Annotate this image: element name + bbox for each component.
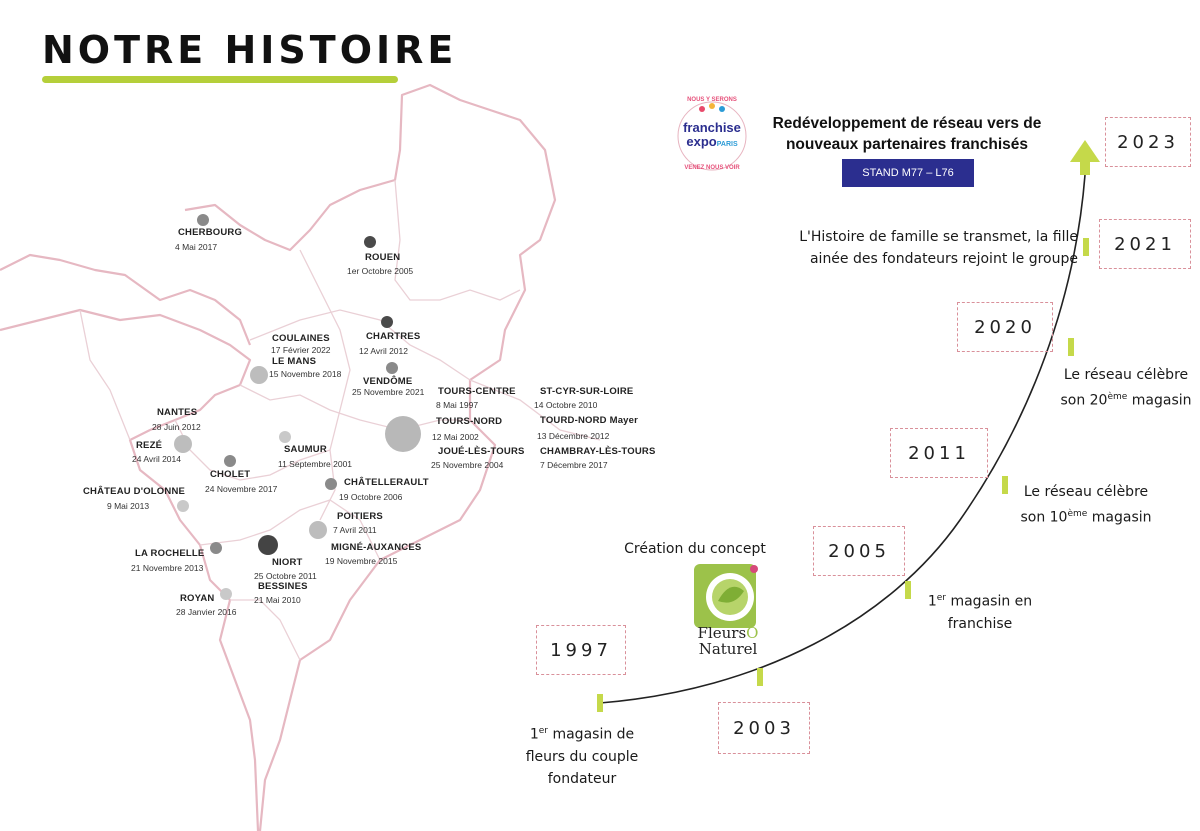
map-pin bbox=[386, 362, 398, 374]
city-name: CHARTRES bbox=[366, 331, 421, 342]
event-2011 bbox=[1006, 481, 1166, 529]
city-name: TOURS-NORD bbox=[436, 416, 503, 427]
expo-city: PARIS bbox=[716, 141, 738, 148]
city-date: 14 Octobre 2010 bbox=[534, 400, 598, 410]
year-box-2005: 2005 bbox=[813, 526, 905, 576]
city-name: VENDÔME bbox=[363, 376, 413, 387]
city-name: ST-CYR-SUR-LOIRE bbox=[540, 386, 634, 397]
event-text: 1 bbox=[927, 593, 937, 610]
event-text: fondateur bbox=[547, 770, 617, 787]
city-date: 4 Mai 2017 bbox=[175, 242, 218, 252]
event-text: Le réseau célèbre bbox=[1023, 484, 1149, 500]
year-box-2021: 2021 bbox=[1099, 219, 1191, 269]
page-title: NOTRE HISTOIRE bbox=[42, 28, 458, 72]
city-name: CHOLET bbox=[210, 469, 251, 480]
city-name: ROUEN bbox=[365, 252, 401, 263]
event-sup: ème bbox=[1107, 392, 1128, 402]
map-pin bbox=[220, 588, 232, 600]
city-date: 28 Janvier 2016 bbox=[176, 607, 237, 617]
city-date: 15 Novembre 2018 bbox=[269, 369, 342, 379]
event-text: son 20 bbox=[1060, 392, 1108, 409]
map-pin bbox=[279, 431, 291, 443]
expo-headline bbox=[740, 113, 1074, 155]
city-name: POITIERS bbox=[337, 511, 383, 522]
map-brittany bbox=[0, 255, 250, 345]
expo-headline-line: Redéveloppement de réseau vers de bbox=[772, 115, 1042, 132]
logo-o: Ô bbox=[746, 624, 759, 642]
map-pin-tours bbox=[385, 416, 421, 452]
expo-bottom-text: VENEZ NOUS VOIR bbox=[684, 165, 740, 171]
concept-label: Création du concept bbox=[624, 541, 766, 557]
event-sup: er bbox=[538, 726, 549, 736]
event-2020 bbox=[1052, 364, 1200, 412]
fleurs-naturel-logo bbox=[690, 561, 766, 659]
event-text: ainée des fondateurs rejoint le groupe bbox=[809, 251, 1078, 267]
map-pin bbox=[177, 500, 189, 512]
event-text: franchise bbox=[947, 615, 1013, 632]
city-date: 24 Avril 2014 bbox=[132, 454, 181, 464]
year-box-2020: 2020 bbox=[957, 302, 1053, 352]
event-text: fleurs du couple bbox=[525, 748, 639, 765]
expo-word: franchise bbox=[683, 120, 741, 135]
city-date: 11 Septembre 2001 bbox=[278, 459, 353, 469]
year-box-2003: 2003 bbox=[718, 702, 810, 754]
event-sup: ème bbox=[1067, 509, 1088, 519]
map-pin bbox=[224, 455, 236, 467]
expo-top-text: NOUS Y SERONS bbox=[687, 97, 737, 103]
event-text: magasin en bbox=[946, 593, 1033, 610]
city-date: 17 Février 2022 bbox=[271, 345, 331, 355]
event-1997 bbox=[502, 720, 662, 790]
city-name: LA ROCHELLE bbox=[135, 548, 205, 559]
expo-headline-line: nouveaux partenaires franchisés bbox=[785, 136, 1029, 153]
map-border-8 bbox=[80, 310, 130, 440]
city-date: 19 Octobre 2006 bbox=[339, 492, 403, 502]
city-date: 12 Mai 2002 bbox=[432, 432, 479, 442]
event-text: magasin bbox=[1127, 392, 1192, 409]
map-coastline bbox=[185, 85, 555, 831]
event-text: son 10 bbox=[1020, 509, 1068, 526]
map-pin bbox=[325, 478, 337, 490]
city-name: LE MANS bbox=[272, 356, 317, 367]
city-date: 12 Avril 2012 bbox=[359, 346, 408, 356]
event-text: 1 bbox=[529, 726, 539, 743]
city-date: 21 Novembre 2013 bbox=[131, 563, 204, 573]
map-pin bbox=[250, 366, 268, 384]
city-date: 28 Juin 2012 bbox=[152, 422, 201, 432]
city-name: CHAMBRAY-LÈS-TOURS bbox=[540, 446, 656, 457]
map-west-coast bbox=[0, 310, 258, 831]
event-text: magasin de bbox=[548, 726, 635, 743]
logo-word: Fleurs bbox=[697, 624, 747, 642]
map-border-7 bbox=[230, 600, 300, 660]
city-name: REZÉ bbox=[136, 440, 163, 451]
map-pin bbox=[197, 214, 209, 226]
city-name: JOUÉ-LÈS-TOURS bbox=[438, 446, 525, 457]
city-name: SAUMUR bbox=[284, 444, 327, 455]
year-box-2023: 2023 bbox=[1105, 117, 1191, 167]
city-name: MIGNÉ-AUXANCES bbox=[331, 542, 422, 553]
city-date: 21 Mai 2010 bbox=[254, 595, 301, 605]
year-box-1997: 1997 bbox=[536, 625, 626, 675]
city-date: 19 Novembre 2015 bbox=[325, 556, 398, 566]
stand-badge: STAND M77 – L76 bbox=[842, 159, 974, 187]
map-pin-niort bbox=[258, 535, 278, 555]
logo-text bbox=[690, 625, 766, 657]
city-date: 7 Avril 2011 bbox=[333, 525, 377, 535]
map-pin bbox=[364, 236, 376, 248]
year-box-2011: 2011 bbox=[890, 428, 988, 478]
map-pin bbox=[210, 542, 222, 554]
city-name: BESSINES bbox=[258, 581, 308, 592]
map-pin bbox=[174, 435, 192, 453]
event-2005 bbox=[895, 587, 1065, 635]
city-date: 25 Novembre 2021 bbox=[352, 387, 425, 397]
map-pin bbox=[381, 316, 393, 328]
map-border-2 bbox=[300, 250, 350, 520]
city-name: TOURS-CENTRE bbox=[438, 386, 516, 397]
city-name: CHÂTELLERAULT bbox=[344, 477, 429, 488]
event-sup: er bbox=[936, 593, 947, 603]
city-date: 25 Octobre 2011 bbox=[254, 571, 317, 581]
map-pin bbox=[309, 521, 327, 539]
city-name: NIORT bbox=[272, 557, 303, 568]
city-date: 8 Mai 1997 bbox=[436, 400, 479, 410]
city-name: CHERBOURG bbox=[178, 227, 243, 238]
event-text: L'Histoire de famille se transmet, la fille bbox=[799, 229, 1078, 245]
map-border-3 bbox=[395, 180, 520, 300]
city-name: COULAINES bbox=[272, 333, 330, 344]
city-name: CHÂTEAU D'OLONNE bbox=[83, 486, 186, 497]
event-text: Le réseau célèbre bbox=[1063, 367, 1189, 383]
city-name: NANTES bbox=[157, 407, 198, 418]
city-name: ROYAN bbox=[180, 593, 215, 604]
city-date: 25 Novembre 2004 bbox=[431, 460, 504, 470]
city-date: 13 Décembre 2012 bbox=[537, 431, 610, 441]
city-date: 24 Novembre 2017 bbox=[205, 484, 278, 494]
franchise-expo-logo bbox=[676, 93, 748, 179]
event-text: magasin bbox=[1087, 509, 1152, 526]
expo-wordmark bbox=[676, 121, 748, 152]
logo-word: Naturel bbox=[698, 640, 758, 658]
city-date: 7 Décembre 2017 bbox=[540, 460, 608, 470]
city-date: 1er Octobre 2005 bbox=[347, 266, 414, 276]
city-name: TOURD-NORD Mayer bbox=[540, 415, 639, 426]
expo-word: expo bbox=[686, 134, 717, 149]
city-date: 9 Mai 2013 bbox=[107, 501, 150, 511]
event-2021 bbox=[768, 226, 1078, 270]
title-underline bbox=[42, 76, 398, 83]
